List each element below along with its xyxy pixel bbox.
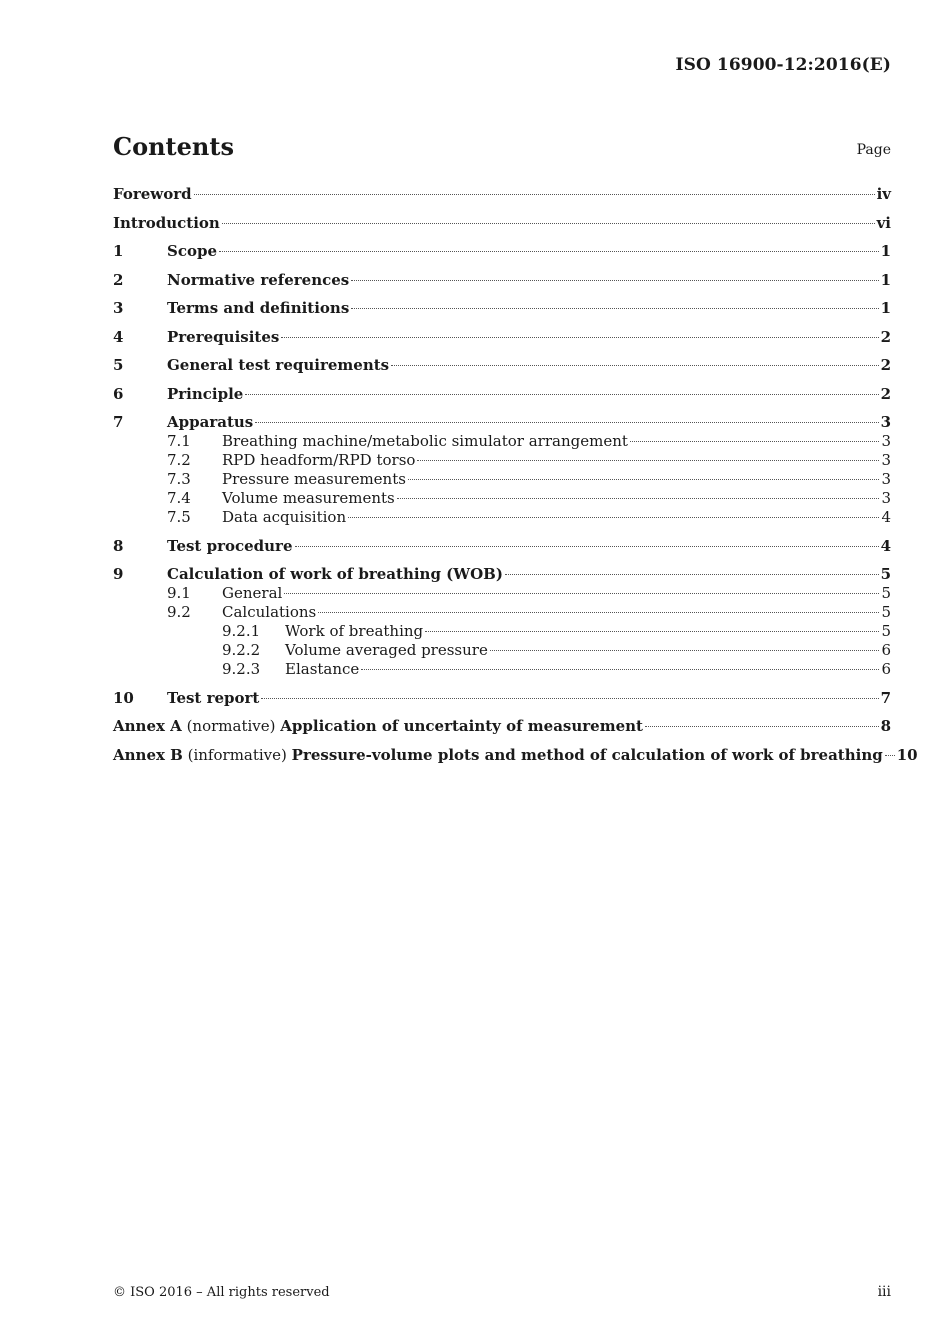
toc-entry-number: 7.4 [167, 489, 191, 507]
toc-entry-title: Test procedure [167, 536, 293, 555]
toc-entry-elastance[interactable] [113, 660, 891, 679]
toc-entry-volume-averaged-pressure[interactable] [113, 641, 891, 660]
toc-entry-number: 1 [113, 242, 124, 260]
toc-entry-title: Introduction [113, 213, 220, 232]
dot-leader [408, 479, 880, 480]
dot-leader [645, 726, 879, 727]
toc-entry-data-acquisition[interactable] [113, 508, 891, 527]
toc-entry-title: Calculation of work of breathing (WOB) [167, 565, 503, 583]
toc-entry-page: 3 [881, 432, 891, 450]
toc-entry-title: Foreword [113, 185, 192, 203]
table-of-contents [113, 185, 918, 765]
toc-entry-breathing-machine[interactable] [113, 432, 891, 451]
toc-entry-number: 9.2.3 [222, 660, 261, 678]
toc-entry-page: 4 [880, 536, 891, 555]
toc-entry-annex-a[interactable] [113, 717, 891, 736]
toc-entry-number: 9.1 [167, 584, 191, 602]
dot-leader [281, 337, 878, 338]
dot-leader [295, 546, 879, 547]
page-column-label: Page [856, 142, 891, 158]
toc-entry-page: 4 [881, 508, 891, 526]
toc-entry-annex-b[interactable] [113, 745, 918, 765]
toc-entry-number: 7 [113, 413, 124, 431]
toc-entry-title: Breathing machine/metabolic simulator arrangement [222, 432, 628, 450]
dot-leader [194, 194, 875, 195]
toc-entry-page: 3 [881, 470, 891, 488]
toc-entry-page: 1 [880, 242, 891, 260]
dot-leader [348, 517, 879, 518]
toc-entry-page: 2 [880, 327, 891, 346]
toc-entry-test-report[interactable] [113, 689, 891, 708]
contents-title: Contents [113, 132, 234, 161]
dot-leader [351, 280, 878, 281]
toc-entry-title: General test requirements [167, 356, 390, 374]
toc-entry-number: 7.1 [167, 432, 191, 450]
dot-leader [222, 223, 875, 224]
toc-entry-page: 3 [880, 413, 891, 431]
toc-entry-number: 6 [113, 384, 124, 403]
toc-entry-title: Normative references [167, 270, 350, 289]
dot-leader [397, 498, 880, 499]
toc-entry-page: 6 [881, 660, 891, 678]
toc-entry-title: Terms and definitions [167, 299, 350, 317]
toc-entry-title: General [222, 584, 283, 602]
toc-entry-page: 5 [881, 603, 891, 621]
toc-entry-number: 8 [113, 536, 124, 555]
dot-leader [219, 251, 879, 252]
dot-leader [261, 698, 878, 699]
toc-entry-number: 9.2 [167, 603, 191, 621]
toc-entry-foreword[interactable] [113, 185, 891, 204]
toc-entry-title: Elastance [285, 660, 360, 678]
toc-entry-prerequisites[interactable] [113, 328, 891, 347]
footer-copyright: © ISO 2016 – All rights reserved [113, 1285, 330, 1300]
toc-entry-page: 10 [896, 745, 918, 764]
toc-entry-page: 2 [880, 356, 891, 374]
toc-entry-title: Test report [167, 688, 260, 707]
toc-entry-page: 8 [880, 717, 891, 735]
toc-entry-number: 2 [113, 270, 124, 289]
toc-entry-apparatus[interactable] [113, 413, 891, 432]
toc-entry-title: RPD headform/RPD torso [222, 451, 416, 469]
dot-leader [417, 460, 879, 461]
toc-entry-title: Pressure measurements [222, 470, 406, 488]
toc-entry-page: 6 [881, 641, 891, 659]
toc-entry-scope[interactable] [113, 242, 891, 261]
toc-entry-title: Work of breathing [285, 622, 424, 640]
toc-annex-label: Annex B [113, 745, 183, 764]
toc-entry-number: 7.2 [167, 451, 191, 469]
toc-entry-title: Pressure-volume plots and method of calculation of work of breathing [291, 745, 883, 764]
toc-entry-page: 1 [880, 270, 891, 289]
toc-entry-page: 5 [881, 622, 891, 640]
toc-entry-title: Prerequisites [167, 327, 280, 346]
dot-leader [630, 441, 880, 442]
toc-entry-title: Data acquisition [222, 508, 347, 526]
toc-entry-normative-references[interactable] [113, 271, 891, 290]
toc-entry-rpd-headform[interactable] [113, 451, 891, 470]
dot-leader [885, 755, 895, 756]
dot-leader [255, 422, 878, 423]
footer-page-number: iii [877, 1284, 891, 1300]
toc-entry-general-test-requirements[interactable] [113, 356, 891, 375]
toc-entry-title: Volume measurements [222, 489, 395, 507]
toc-entry-number: 3 [113, 299, 124, 317]
toc-entry-test-procedure[interactable] [113, 537, 891, 556]
toc-entry-number: 10 [113, 688, 134, 707]
toc-entry-number: 5 [113, 356, 124, 374]
toc-entry-number: 9.2.2 [222, 641, 261, 659]
dot-leader [361, 669, 879, 670]
toc-entry-volume-measurements[interactable] [113, 489, 891, 508]
dot-leader [245, 394, 878, 395]
toc-entry-number: 7.3 [167, 470, 191, 488]
toc-entry-page: 7 [880, 688, 891, 707]
dot-leader [391, 365, 878, 366]
toc-entry-page: 5 [881, 584, 891, 602]
toc-entry-title: Apparatus [167, 413, 254, 431]
dot-leader [351, 308, 878, 309]
toc-entry-page: 1 [880, 299, 891, 317]
toc-entry-calculation-of-wob[interactable] [113, 565, 891, 584]
toc-entry-terms-and-definitions[interactable] [113, 299, 891, 318]
toc-entry-page: vi [876, 213, 891, 232]
toc-entry-calculations[interactable] [113, 603, 891, 622]
toc-annex-kind: (informative) [187, 745, 287, 764]
toc-entry-page: 3 [881, 489, 891, 507]
toc-entry-number: 9 [113, 565, 124, 583]
toc-entry-number: 7.5 [167, 508, 191, 526]
dot-leader [490, 650, 880, 651]
dot-leader [318, 612, 879, 613]
toc-entry-page: iv [876, 185, 891, 203]
toc-entry-title: Calculations [222, 603, 317, 621]
toc-annex-kind: (normative) [186, 717, 276, 735]
toc-entry-general[interactable] [113, 584, 891, 603]
dot-leader [284, 593, 879, 594]
toc-entry-introduction[interactable] [113, 214, 891, 233]
dot-leader [505, 574, 879, 575]
toc-entry-page: 5 [880, 565, 891, 583]
toc-entry-pressure-measurements[interactable] [113, 470, 891, 489]
toc-entry-principle[interactable] [113, 385, 891, 404]
toc-annex-label: Annex A [113, 717, 182, 735]
toc-entry-title: Principle [167, 384, 244, 403]
toc-entry-page: 3 [881, 451, 891, 469]
toc-entry-title: Volume averaged pressure [285, 641, 488, 659]
toc-entry-title: Scope [167, 242, 218, 260]
toc-entry-work-of-breathing[interactable] [113, 622, 891, 641]
toc-entry-number: 4 [113, 327, 124, 346]
toc-entry-title: Application of uncertainty of measurement [280, 717, 643, 735]
toc-entry-number: 9.2.1 [222, 622, 261, 640]
dot-leader [425, 631, 879, 632]
toc-entry-page: 2 [880, 384, 891, 403]
document-id: ISO 16900-12:2016(E) [675, 55, 891, 75]
